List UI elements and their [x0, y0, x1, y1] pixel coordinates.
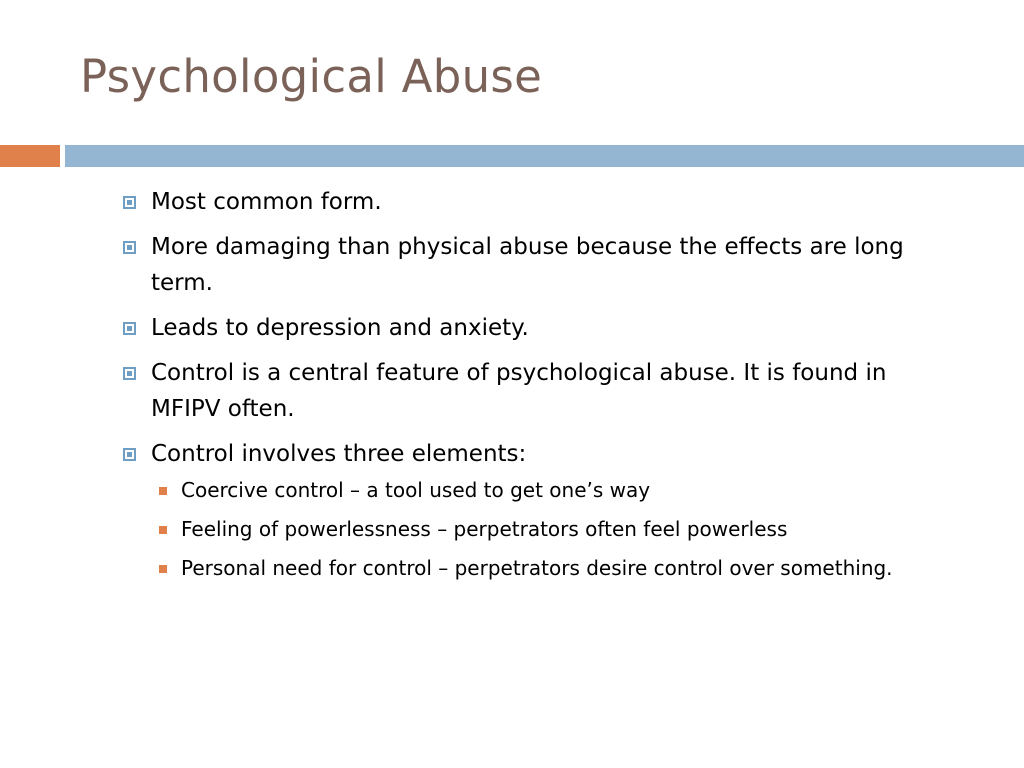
bullet-item [120, 310, 940, 346]
sub-bullet-text: Personal need for control – perpetrators desire control over something. [181, 556, 893, 580]
slide-title: Psychological Abuse [80, 50, 543, 103]
sub-bullet-text: Coercive control – a tool used to get one’s way [181, 478, 651, 502]
title-underline-bar [65, 145, 1024, 167]
accent-bar [0, 145, 60, 167]
hollow-square-bullet-icon [123, 448, 136, 461]
sub-bullet-item [157, 553, 940, 584]
hollow-square-bullet-icon [123, 196, 136, 209]
bullet-item [120, 229, 940, 301]
bullet-item [120, 355, 940, 427]
filled-square-bullet-icon [159, 487, 167, 495]
filled-square-bullet-icon [159, 526, 167, 534]
bullet-text: Control is a central feature of psychological abuse. It is found in MFIPV often. [151, 360, 887, 422]
sub-bullet-list [157, 475, 940, 584]
hollow-square-bullet-icon [123, 367, 136, 380]
bullet-text: Most common form. [151, 189, 382, 215]
hollow-square-bullet-icon [123, 322, 136, 335]
bullet-item [120, 184, 940, 220]
filled-square-bullet-icon [159, 565, 167, 573]
sub-bullet-item [157, 475, 940, 506]
bullet-list [120, 184, 940, 592]
bullet-item [120, 436, 940, 472]
sub-bullet-text: Feeling of powerlessness – perpetrators often feel powerless [181, 517, 788, 541]
bullet-text: More damaging than physical abuse because the effects are long term. [151, 234, 904, 296]
bullet-text: Leads to depression and anxiety. [151, 315, 529, 341]
hollow-square-bullet-icon [123, 241, 136, 254]
bullet-text: Control involves three elements: [151, 441, 527, 467]
sub-bullet-item [157, 514, 940, 545]
